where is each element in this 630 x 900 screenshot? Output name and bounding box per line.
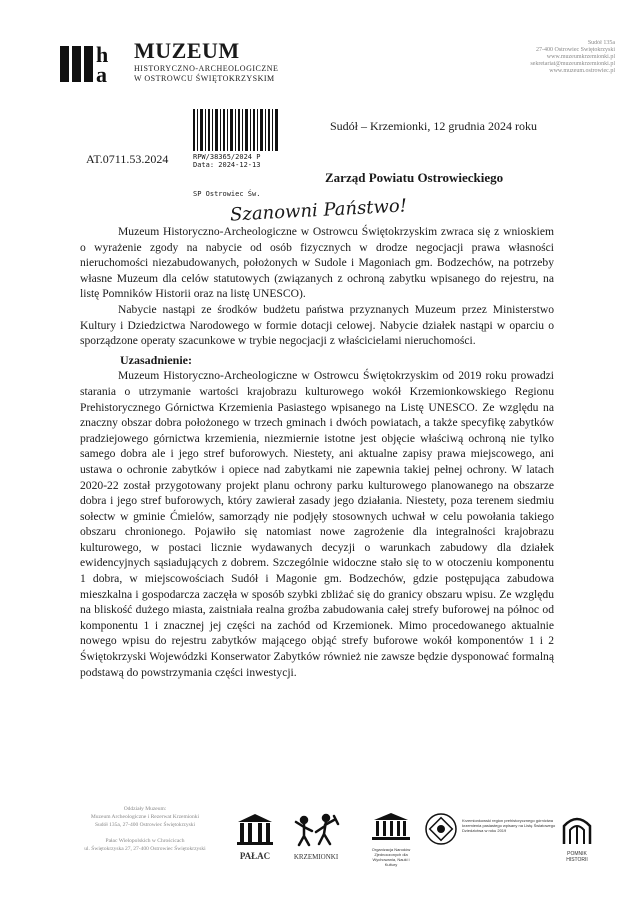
reference-number: AT.0711.53.2024 [86, 152, 169, 166]
pomnik-historii-logo: POMNIK HISTORII [560, 812, 594, 872]
justification-heading: Uzasadnienie: [120, 352, 192, 367]
handwritten-greeting: Szanowni Państwo! [229, 195, 408, 226]
justification-paragraph: Muzeum Historyczno-Archeologiczne w Ostrowcu Świętokrzyskim od 2019 roku prowadzi starania o utrzymanie wartości krajobrazu kulturowego wokół Krzemionkowskiego Regionu Prehistorycznego Górnictwa Krzemienia Pasiastego wpisanego na Listę UNESCO. Ze względu na znaczny obszar dobra położonego w trzech gminach i dwóch powiatach, a także specyfikę zabytków pradziejowego górnictwa krzemienia, niezmiernie istotne jest objęcie właściwą ochroną nie tylko samego dobra ale i jego stref buforowych. Niestety, ani aktualne zapisy prawa miejscowego, ani ustawa o ochronie zabytków i opiece nad zabytkami nie zapewnia takiej pełnej ochrony. W latach 2020-22 został przygotowany projekt planu ochrony parku kulturowego planowanego na obszarze dobra i jego stref buforowych, który zawierał zasady jego działania. Niestety, poza terenem siedmiu sołectw w gminie Ćmielów, samorządy nie podjęły stosownych uchwał w celu powołania takiego obszaru chronionego. Pojawiło się natomiast nowe zagrożenie dla integralności krajobrazu kulturowego, w postaci licznie wydawanych decyzji o warunkach zabudowy dla działek ewidencyjnych sąsiadujących z dobrem. Szczególnie widoczne stało się to w otoczeniu komponentu 1 dobra, w miejscowościach Sudół i Magonie gm. Bodzechów, gdzie postępująca zabudowa mieszkalna i gospodarcza zaczęła w sposób szybki zbliżać się do granicy obszaru wpisu. Ze względu na bliskość dużego miasta, zaistniała realna groźba zabudowania całej strefy buforowej na północ od komponentu 1 i znacznej jej części na zachód od Krzemionek. Mimo procedowanego aktualnie nowego wpisu do rejestru zabytków mającego objąć strefy buforowe wokół komponentów 1 i 2 Świętokrzyski Wojewódzki Konserwator Zabytków również nie zawsze będzie dysponować formalną podstawą do powstrzymania części inwestycji. [80, 369, 554, 679]
footer-address: Oddziały Muzeum: Muzeum Archeologiczne i Rezerwat Krzemionki Sudół 135a, 27-400 Ostrowiec Świętokrzyski Pałac Wielopolskich w Chrościcach ul. Świętokrzyska 27, 27-400 Ostrowiec Świętokrzyski [84, 806, 206, 852]
world-heritage-icon [424, 812, 458, 846]
svg-text:h: h [96, 42, 109, 67]
place-date: Sudół – Krzemionki, 12 grudnia 2024 roku [330, 119, 537, 133]
region-caption: Krzemionkowski region prehistorycznego górnictwa krzemienia pasiastego wpisany na Listę Światowego Dziedzictwa w roku 2019 [462, 818, 556, 833]
office-stamp: SP Ostrowiec Św. [193, 190, 261, 198]
unesco-temple-icon [368, 812, 414, 842]
logo-title: MUZEUM [134, 38, 240, 63]
krzemionki-logo: KRZEMIONKI [290, 812, 342, 872]
barcode-icon [193, 109, 279, 151]
museum-logo-icon [58, 40, 128, 84]
miners-icon [290, 812, 342, 848]
recipient: Zarząd Powiatu Ostrowieckiego [325, 170, 504, 185]
svg-text:a: a [96, 62, 107, 84]
paragraph: Nabycie nastąpi ze środków budżetu państwa przyznanych Muzeum przez Ministerstwo Kultury i Dziedzictwa Narodowego w formie dotacji celowej. Nabycie działek nastąpi w oparciu o sporządzone operaty szacunkowe w trybie negocjacji z właścicielami nieruchomości. [80, 302, 554, 348]
contact-block: Sudół 135a 27-400 Ostrowiec Świętokrzyski www.muzeumkrzemionki.pl sekretariat@muzeumkrzemionki.pl www.muzeum.ostrowiec.pl [530, 40, 615, 74]
registry-stamp: RPW/38365/2024 P Data: 2024-12-13 [193, 153, 261, 169]
world-heritage-emblem [424, 812, 460, 872]
logo-subtitle: HISTORYCZNO-ARCHEOLOGICZNE W OSTROWCU ŚWIĘTOKRZYSKIM [134, 64, 279, 83]
paragraph: Muzeum Historyczno-Archeologiczne w Ostrowcu Świętokrzyskim zwraca się z wnioskiem o wyrażenie zgody na nabycie od osób fizycznych w drodze negocjacji prawa własności nieruchomości niezabudowanych, położonych w Sudole i Magoniach gm. Bodzechów, na potrzeby własne Muzeum dla celów statutowych (związanych z ochroną zabytku wpisanego do rejestru, na listę Pomników Historii oraz na listę UNESCO). [80, 225, 554, 301]
letter-body [80, 224, 554, 680]
palac-logo: PAŁAC [234, 812, 276, 872]
palace-icon [234, 812, 276, 846]
unesco-logo: Organizacja Narodów Zjednoczonych dla Wychowania, Nauki i Kultury [368, 812, 414, 872]
arch-icon [560, 812, 594, 846]
